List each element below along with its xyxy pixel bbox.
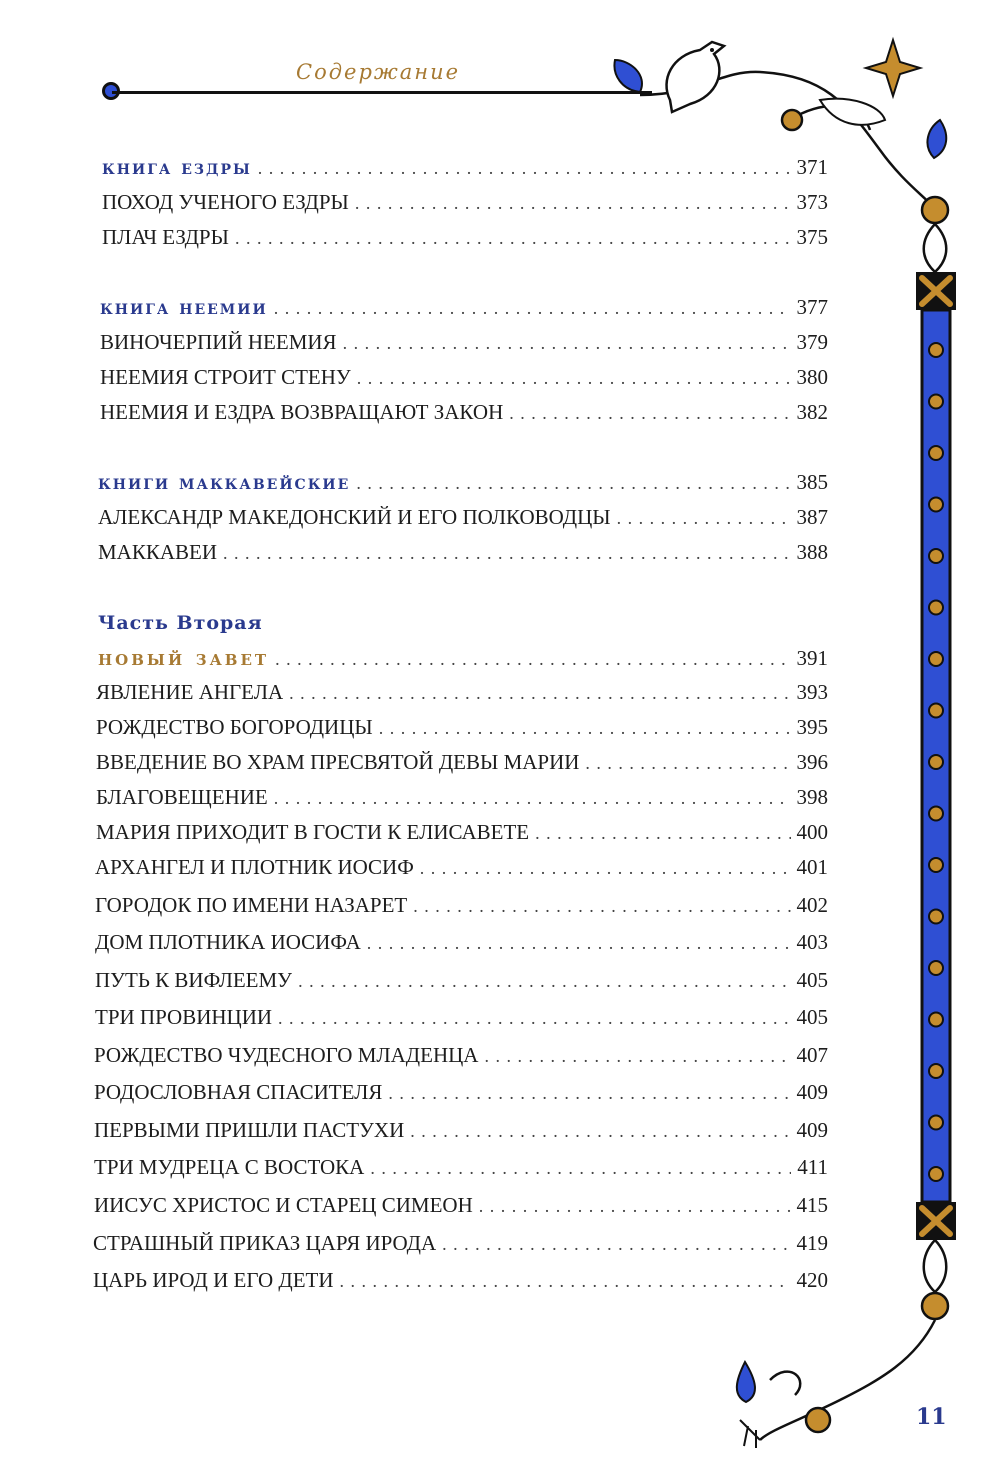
toc-part-heading — [98, 645, 828, 671]
dot-leader — [413, 896, 790, 917]
toc-title: МАРИЯ ПРИХОДИТ В ГОСТИ К ЕЛИСАВЕТЕ — [96, 820, 530, 844]
toc-section-heading — [100, 295, 828, 320]
toc-page-number: 375 — [796, 225, 828, 249]
toc-entry — [96, 715, 828, 740]
toc-entry — [95, 893, 828, 918]
dot-leader — [278, 1008, 790, 1029]
pillar-bead — [929, 601, 943, 615]
toc-title: РОЖДЕСТВО БОГОРОДИЦЫ — [96, 715, 373, 739]
pillar-bead — [929, 549, 943, 563]
dot-leader — [617, 508, 791, 529]
dot-leader — [379, 718, 791, 739]
drop-icon — [737, 1362, 755, 1402]
toc-title: книги маккавейские — [98, 470, 351, 494]
dot-leader — [388, 1083, 790, 1104]
pillar-bead — [929, 1116, 943, 1130]
pillar-bead — [929, 446, 943, 460]
toc-page-number: 395 — [796, 715, 828, 739]
toc-entry — [100, 365, 828, 390]
dot-leader — [258, 158, 791, 179]
toc-title: БЛАГОВЕЩЕНИЕ — [96, 785, 268, 809]
toc-page-number: 415 — [796, 1193, 828, 1217]
toc-entry — [95, 855, 828, 880]
dot-leader — [410, 1121, 790, 1142]
dot-leader — [356, 473, 790, 494]
toc-page-number: 373 — [796, 190, 828, 214]
toc-section-heading — [98, 470, 828, 495]
toc-page-number: 405 — [796, 1005, 828, 1029]
toc-entry — [94, 1193, 828, 1218]
pillar-bead — [929, 343, 943, 357]
toc-page-number: 400 — [796, 820, 828, 844]
toc-title: ВИНОЧЕРПИЙ НЕЕМИЯ — [100, 330, 337, 354]
dot-leader — [509, 403, 790, 424]
toc-title: ДОМ ПЛОТНИКА ИОСИФА — [95, 930, 361, 954]
dot-leader — [535, 823, 790, 844]
ornament-bead — [922, 1293, 948, 1319]
toc-title: АЛЕКСАНДР МАКЕДОНСКИЙ И ЕГО ПОЛКОВОДЦЫ — [98, 505, 611, 529]
toc-title: ГОРОДОК ПО ИМЕНИ НАЗАРЕТ — [95, 893, 408, 917]
toc-page-number: 411 — [797, 1155, 828, 1179]
toc-entry — [94, 1155, 828, 1180]
dot-leader — [343, 333, 791, 354]
toc-entry — [95, 1005, 828, 1030]
toc-page-number: 409 — [796, 1080, 828, 1104]
toc-title: МАККАВЕИ — [98, 540, 218, 564]
header-rule — [112, 91, 652, 94]
toc-entry — [95, 968, 828, 993]
dot-leader — [442, 1234, 790, 1255]
toc-page-number: 398 — [796, 785, 828, 809]
toc-title: книга неемии — [100, 295, 268, 319]
pillar-bead — [929, 498, 943, 512]
toc-title: ИИСУС ХРИСТОС И СТАРЕЦ СИМЕОН — [94, 1193, 473, 1217]
dot-leader — [274, 298, 791, 319]
dot-leader — [355, 193, 791, 214]
toc-title: АРХАНГЕЛ И ПЛОТНИК ИОСИФ — [95, 855, 414, 879]
toc-title: НЕЕМИЯ И ЕЗДРА ВОЗВРАЩАЮТ ЗАКОН — [100, 400, 504, 424]
pillar-bead — [929, 858, 943, 872]
star-icon — [866, 40, 920, 96]
toc-title: РОДОСЛОВНАЯ СПАСИТЕЛЯ — [94, 1080, 383, 1104]
toc-entry — [94, 1118, 828, 1143]
toc-entry — [96, 820, 828, 845]
toc-entry — [98, 505, 828, 530]
toc-page-number: 382 — [796, 400, 828, 424]
toc-page-number: 401 — [796, 855, 828, 879]
toc-title: ЯВЛЕНИЕ АНГЕЛА — [96, 680, 284, 704]
toc-page-number: 396 — [796, 750, 828, 774]
part-label: Часть Вторая — [98, 612, 263, 634]
ornament-bead — [782, 110, 802, 130]
toc-title: ТРИ МУДРЕЦА С ВОСТОКА — [94, 1155, 365, 1179]
toc-entry — [96, 750, 828, 775]
toc-page-number: 379 — [796, 330, 828, 354]
dot-leader — [370, 1158, 791, 1179]
toc-section-heading — [102, 155, 828, 180]
dot-leader — [275, 649, 790, 670]
toc-title: РОЖДЕСТВО ЧУДЕСНОГО МЛАДЕНЦА — [94, 1043, 479, 1067]
dot-leader — [484, 1046, 790, 1067]
toc-page-number: 420 — [796, 1268, 828, 1292]
toc-title: ТРИ ПРОВИНЦИИ — [95, 1005, 273, 1029]
toc-title: ПОХОД УЧЕНОГО ЕЗДРЫ — [102, 190, 349, 214]
ornament-bead — [806, 1408, 830, 1432]
toc-entry — [93, 1231, 828, 1256]
pillar-bead — [929, 807, 943, 821]
toc-page-number: 371 — [796, 155, 828, 179]
toc-entry — [98, 540, 828, 565]
toc-page-number: 402 — [796, 893, 828, 917]
toc-title: СТРАШНЫЙ ПРИКАЗ ЦАРЯ ИРОДА — [93, 1231, 437, 1255]
bird-icon — [667, 42, 724, 112]
toc-entry — [96, 785, 828, 810]
toc-entry — [96, 680, 828, 705]
ornament-bead — [922, 197, 948, 223]
toc-title: ЦАРЬ ИРОД И ЕГО ДЕТИ — [93, 1268, 334, 1292]
pillar-bead — [929, 1167, 943, 1181]
toc-page-number: 409 — [796, 1118, 828, 1142]
toc-page-number: 391 — [796, 646, 828, 670]
toc-page-number: 387 — [796, 505, 828, 529]
toc-page-number: 388 — [796, 540, 828, 564]
pillar-bead — [929, 910, 943, 924]
pillar-bead — [929, 755, 943, 769]
pillar-bead — [929, 1064, 943, 1078]
toc-entry — [100, 330, 828, 355]
toc-page-number: 385 — [796, 470, 828, 494]
toc-page-number: 407 — [796, 1043, 828, 1067]
dot-leader — [357, 368, 791, 389]
toc-page-number: 405 — [796, 968, 828, 992]
toc-page-number: 380 — [796, 365, 828, 389]
dot-leader — [235, 228, 791, 249]
dot-leader — [479, 1196, 791, 1217]
toc-entry — [95, 930, 828, 955]
toc-page-number: 377 — [796, 295, 828, 319]
leaf-icon — [614, 60, 641, 92]
pillar-bead — [929, 961, 943, 975]
dot-leader — [298, 971, 790, 992]
toc-title: книга ездры — [102, 155, 252, 179]
toc-title: НЕЕМИЯ СТРОИТ СТЕНУ — [100, 365, 351, 389]
page-title: Содержание — [296, 60, 461, 84]
pillar-bead — [929, 1013, 943, 1027]
dot-leader — [223, 543, 790, 564]
toc-page-number: 403 — [796, 930, 828, 954]
dot-leader — [585, 753, 790, 774]
dot-leader — [340, 1271, 791, 1292]
leaf-icon — [927, 120, 946, 158]
toc-entry — [102, 225, 828, 250]
dot-leader — [367, 933, 791, 954]
page-number: 11 — [916, 1404, 947, 1430]
toc-entry — [93, 1268, 828, 1293]
dot-leader — [420, 858, 791, 879]
pillar-bead — [929, 395, 943, 409]
toc-title: ПУТЬ К ВИФЛЕЕМУ — [95, 968, 293, 992]
toc-title: ПЕРВЫМИ ПРИШЛИ ПАСТУХИ — [94, 1118, 405, 1142]
pillar-bead — [929, 652, 943, 666]
toc-entry — [102, 190, 828, 215]
toc-title: ПЛАЧ ЕЗДРЫ — [102, 225, 229, 249]
toc-page-number: 393 — [796, 680, 828, 704]
toc-page-number: 419 — [796, 1231, 828, 1255]
toc-title: ВВЕДЕНИЕ ВО ХРАМ ПРЕСВЯТОЙ ДЕВЫ МАРИИ — [96, 750, 580, 774]
toc-entry — [94, 1043, 828, 1068]
toc-entry — [100, 400, 828, 425]
pillar-bead — [929, 704, 943, 718]
dot-leader — [289, 683, 790, 704]
toc-entry — [94, 1080, 828, 1105]
toc-title: новый завет — [98, 645, 270, 671]
dot-leader — [274, 788, 791, 809]
